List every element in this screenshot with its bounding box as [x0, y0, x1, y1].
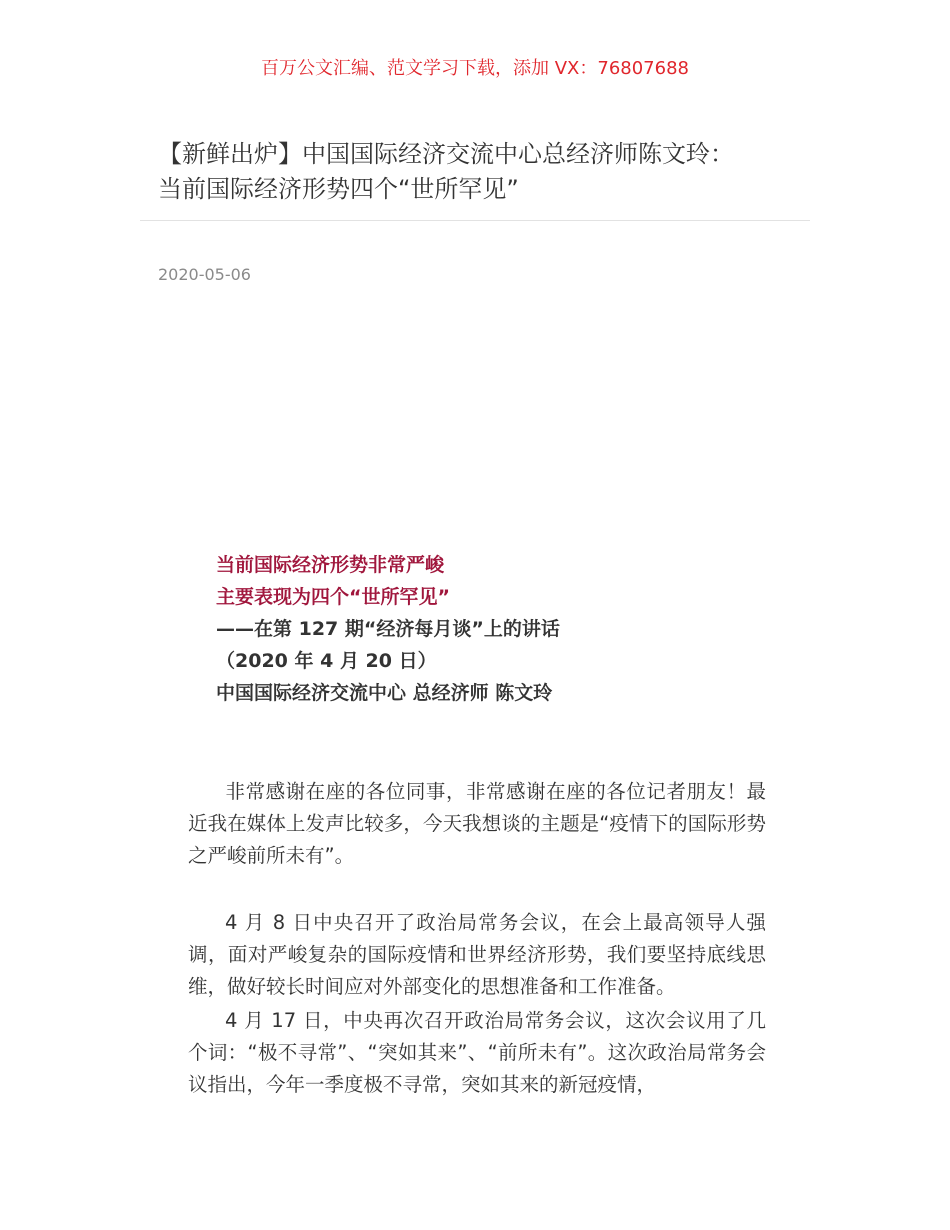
body-paragraph-2-text: 4 月 8 日中央召开了政治局常务会议，在会上最高领导人强调，面对严峻复杂的国际疫情和世界经济形势，我们要坚持底线思维，做好较长时间应对外部变化的思想准备和工作准备。 [188, 911, 766, 998]
article-title [158, 137, 798, 207]
body-paragraph-1-text: 非常感谢在座的各位同事，非常感谢在座的各位记者朋友！最近我在媒体上发声比较多，今天我想谈的主题是“疫情下的国际形势之严峻前所未有”。 [188, 780, 766, 867]
headline-date: （2020 年 4 月 20 日） [216, 650, 437, 672]
body-paragraph-3 [188, 1005, 766, 1101]
headline-subtitle: ——在第 127 期“经济每月谈”上的讲话 [216, 618, 560, 640]
body-paragraph-1 [188, 776, 766, 872]
speech-headline [216, 549, 776, 709]
article-title-line-1: 【新鲜出炉】中国国际经济交流中心总经济师陈文玲： [158, 140, 734, 168]
promo-banner: 百万公文汇编、范文学习下载，添加 VX：76807688 [261, 58, 689, 79]
title-divider [140, 220, 810, 221]
publish-date: 2020-05-06 [158, 265, 251, 284]
article-title-line-2: 当前国际经济形势四个“世所罕见” [158, 175, 519, 203]
headline-speaker: 中国国际经济交流中心 总经济师 陈文玲 [216, 682, 553, 704]
headline-line-2: 主要表现为四个“世所罕见” [216, 586, 450, 608]
headline-line-1: 当前国际经济形势非常严峻 [216, 554, 445, 576]
body-paragraph-2 [188, 907, 766, 1003]
body-paragraph-3-text: 4 月 17 日，中央再次召开政治局常务会议，这次会议用了几个词：“极不寻常”、“突如其来”、“前所未有”。这次政治局常务会议指出，今年一季度极不寻常，突如其来的新冠疫情， [188, 1009, 766, 1096]
